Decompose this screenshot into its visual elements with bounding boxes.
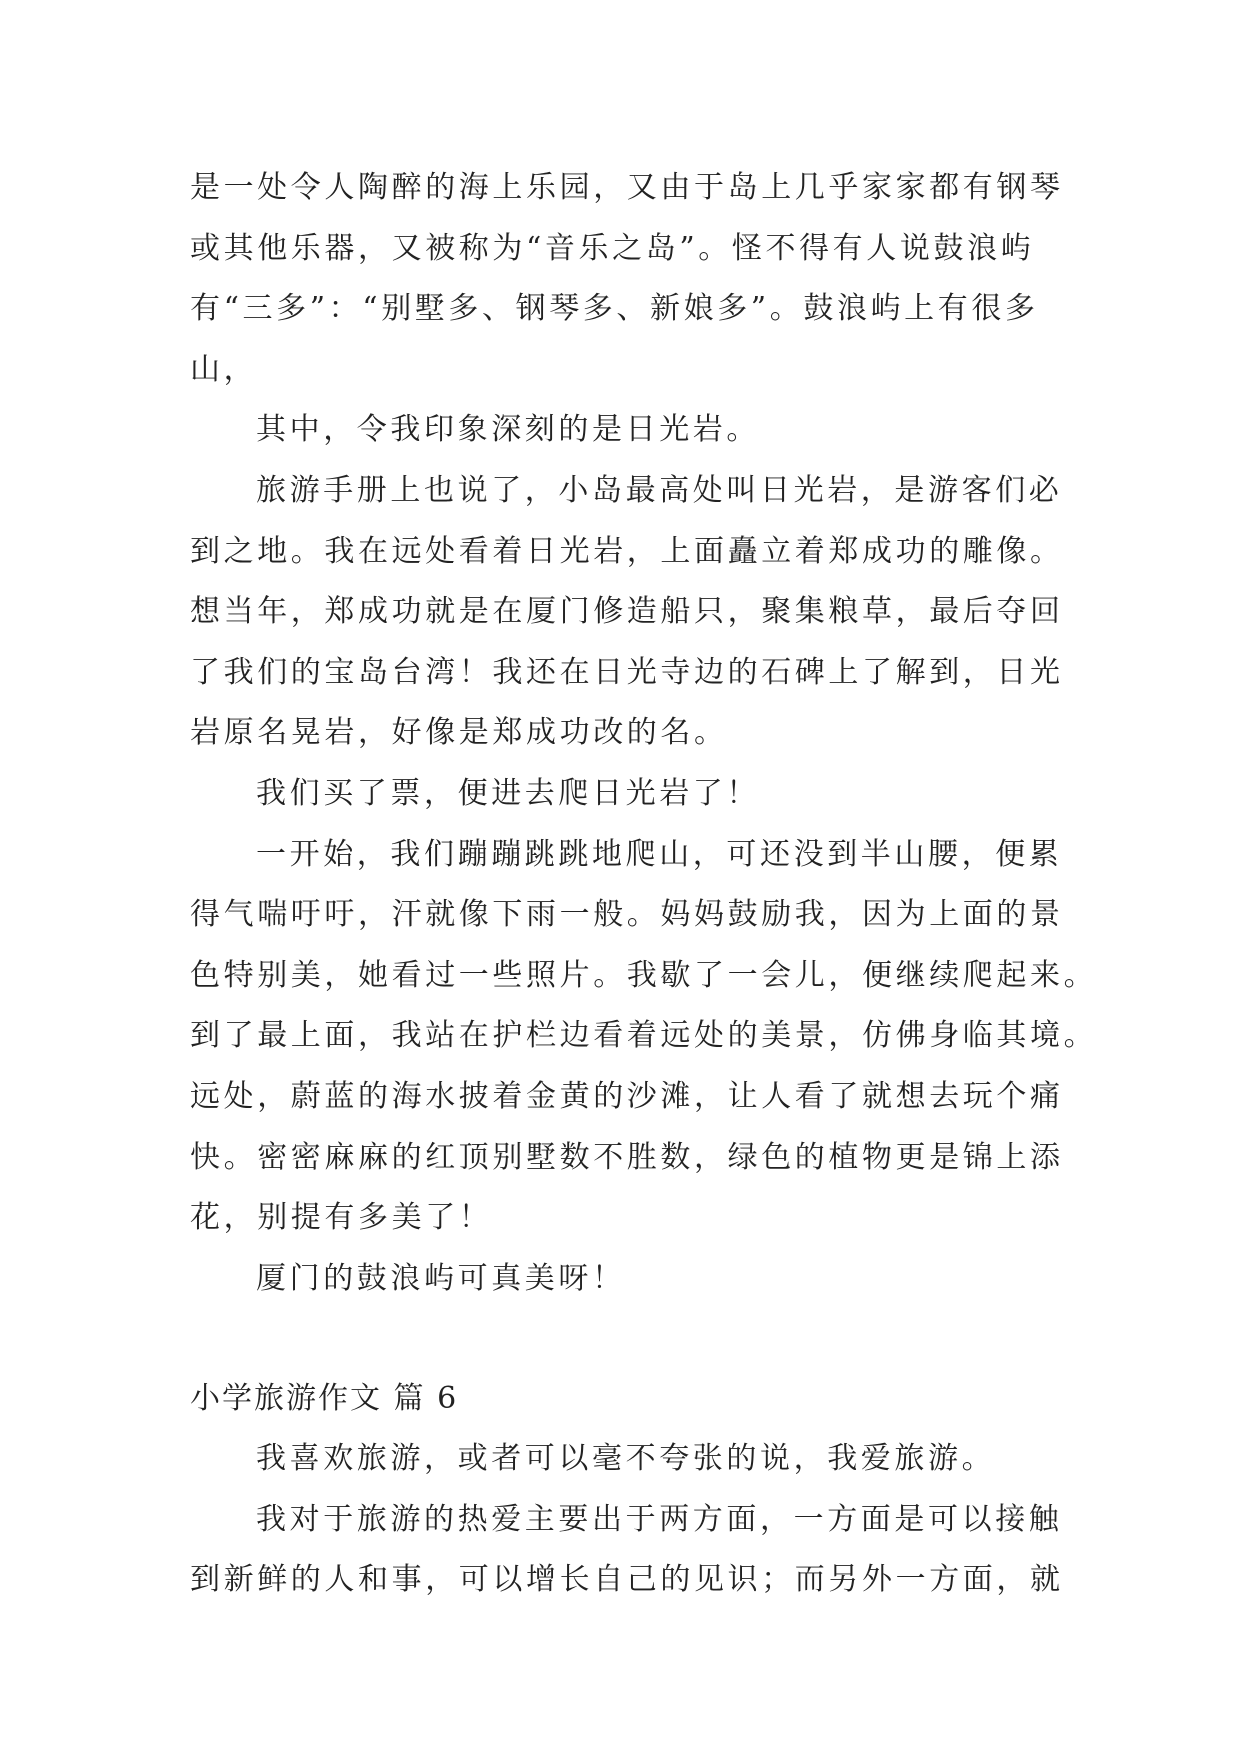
text-line: 厦门的鼓浪屿可真美呀！	[256, 1260, 626, 1296]
essay-body-part-2	[190, 1429, 1070, 1611]
text-line: 一开始，我们蹦蹦跳跳地爬山，可还没到半山腰，便累	[256, 836, 1063, 872]
text-line: 远处，蔚蓝的海水披着金黄的沙滩，让人看了就想去玩个痛	[190, 1078, 1064, 1114]
section-heading: 小学旅游作文 篇 6	[190, 1381, 459, 1417]
text-line: 山，	[190, 351, 258, 387]
text-line: 了我们的宝岛台湾！我还在日光寺边的石碑上了解到，日光	[190, 654, 1064, 690]
text-line: 有“三多”：“别墅多、钢琴多、新娘多”。鼓浪屿上有很多	[190, 291, 1039, 327]
text-line: 我喜欢旅游，或者可以毫不夸张的说，我爱旅游。	[256, 1441, 996, 1477]
essay-body-part-1	[190, 158, 1098, 1309]
text-line: 或其他乐器，又被称为“音乐之岛”。怪不得有人说鼓浪屿	[190, 230, 1035, 266]
text-line: 我们买了票，便进去爬日光岩了！	[256, 775, 760, 811]
text-line: 花，别提有多美了！	[190, 1200, 493, 1236]
text-line: 得气喘吁吁，汗就像下雨一般。妈妈鼓励我，因为上面的景	[190, 897, 1064, 933]
text-line: 想当年，郑成功就是在厦门修造船只，聚集粮草，最后夺回	[190, 594, 1064, 630]
text-line: 其中，令我印象深刻的是日光岩。	[256, 412, 760, 448]
text-line: 旅游手册上也说了，小岛最高处叫日光岩，是游客们必	[256, 472, 1063, 508]
text-line: 到了最上面，我站在护栏边看着远处的美景，仿佛身临其境。	[190, 1018, 1098, 1054]
text-line: 是一处令人陶醉的海上乐园，又由于岛上几乎家家都有钢琴	[190, 170, 1064, 205]
text-line: 到之地。我在远处看着日光岩，上面矗立着郑成功的雕像。	[190, 533, 1064, 569]
document-page	[190, 158, 1098, 1611]
text-line: 我对于旅游的热爱主要出于两方面，一方面是可以接触	[256, 1501, 1063, 1537]
section-gap	[190, 1309, 1070, 1369]
text-line: 快。密密麻麻的红顶别墅数不胜数，绿色的植物更是锦上添	[190, 1139, 1064, 1175]
text-line: 到新鲜的人和事，可以增长自己的见识；而另外一方面，就	[190, 1562, 1064, 1598]
text-line: 色特别美，她看过一些照片。我歇了一会儿，便继续爬起来。	[190, 957, 1098, 993]
text-line: 岩原名晃岩，好像是郑成功改的名。	[190, 715, 728, 751]
